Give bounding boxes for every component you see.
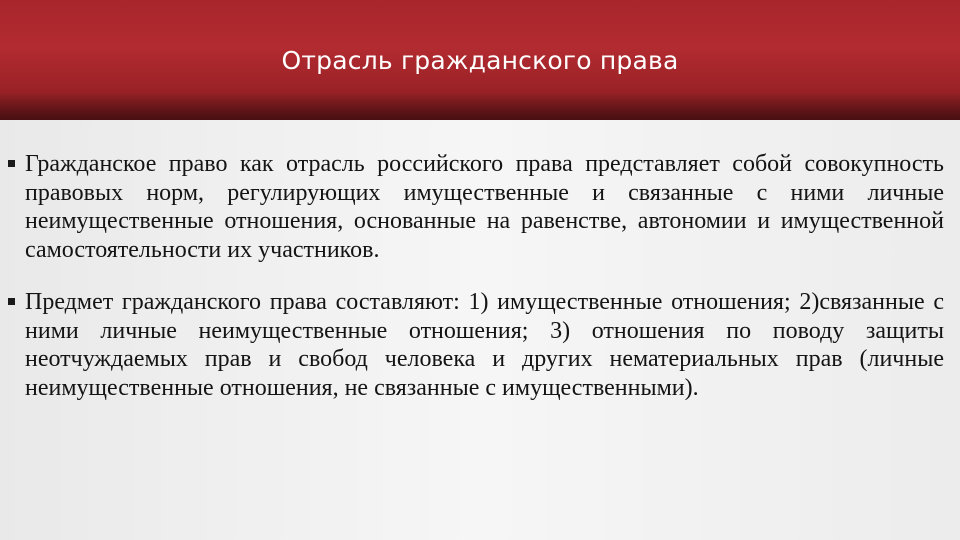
bullet-item xyxy=(8,288,944,402)
slide-body xyxy=(8,150,944,402)
bullet-text: Предмет гражданского права составляют: 1) имущественные отношения; 2)связанные с ними личные неимущественные отношения; 3) отношения по поводу защиты неотчуждаемых прав и свобод человека и других нематериальных прав (личные неимущественные отношения, не связанные с имущественными). xyxy=(25,289,944,401)
bullet-text: Гражданское право как отрасль российского права представляет собой совокупность правовых норм, регулирующих имущественные и связанные с ними личные неимущественные отношения, основанные на равенстве, автономии и имущественной самостоятельности их участников. xyxy=(25,151,944,263)
square-bullet-icon xyxy=(8,160,15,167)
slide-title: Отрасль гражданского права xyxy=(281,46,679,75)
title-bar xyxy=(0,0,960,120)
bullet-item xyxy=(8,150,944,264)
square-bullet-icon xyxy=(8,298,15,305)
